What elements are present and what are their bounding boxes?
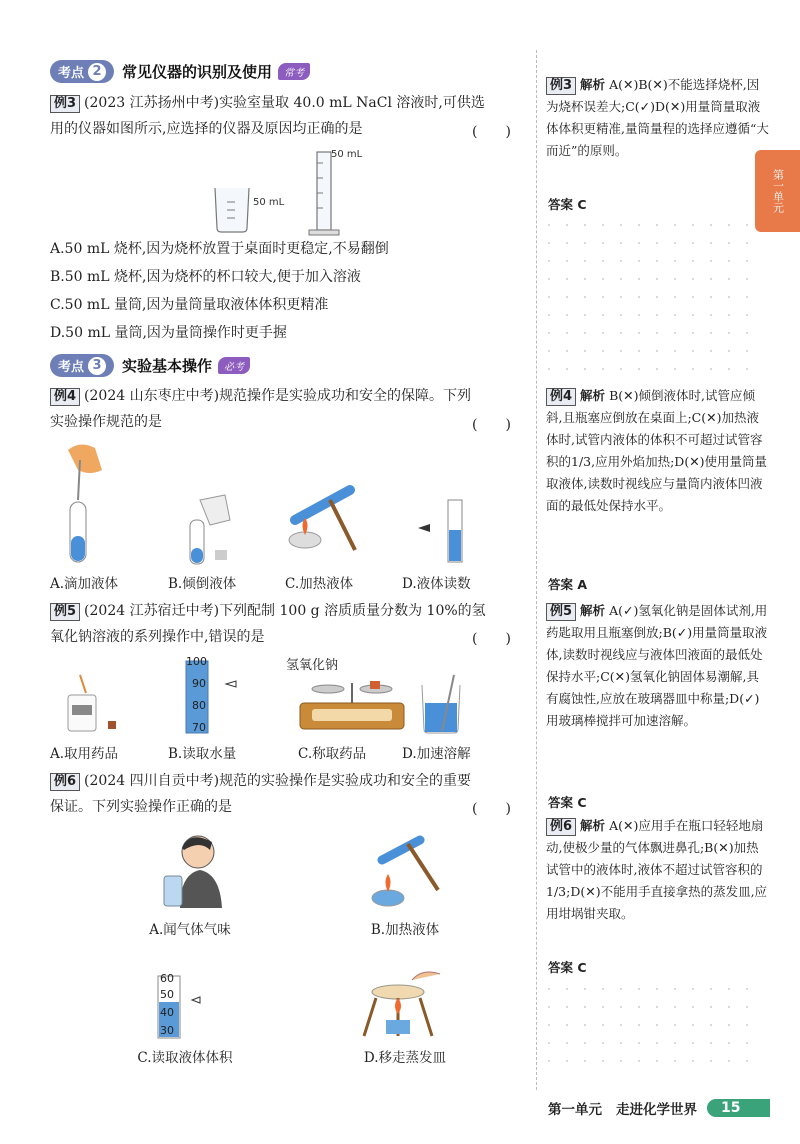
kd-pill [50,354,114,377]
answer-paren: ( ) [472,417,511,433]
cyl-tick: 100 [186,655,207,668]
option-d: D.50 mL 量筒,因为量筒操作时更手握 [50,325,287,341]
option-b: B.50 mL 烧杯,因为烧杯的杯口较大,便于加入溶液 [50,269,361,285]
kd-number: 2 [88,63,106,81]
solution-ex3 [546,74,770,162]
cyl-tick: 30 [160,1024,174,1037]
question-stem: 保证。下列实验操作正确的是 [50,799,232,815]
ex3-figure [205,148,375,238]
scale-label: 氢氧化钠 [286,658,339,673]
note-grid [540,216,750,376]
solution-label: 解析 [580,818,606,833]
answer-paren: ( ) [472,124,511,140]
footer-title: 走进化学世界 [616,1102,697,1118]
kd-number: 3 [88,357,106,375]
question-stem: 规范操作是实验成功和安全的保障。下列 [219,388,472,404]
caption-b: B.倾倒液体 [168,576,237,592]
caption-a: A.闻气体气味 [149,922,231,938]
cyl-tick: 80 [192,699,206,712]
solution-ex4 [546,385,770,517]
reading-cylinder-icon [418,500,462,562]
balance-scale-icon [300,681,404,729]
question-ex4 [50,383,528,435]
example-label: 例6 [546,818,576,836]
frequency-tag: 常考 [278,63,310,80]
question-source: (2024 山东枣庄中考) [84,388,220,404]
solution-label: 解析 [580,603,606,618]
example-label: 例3 [50,95,80,113]
cyl-tick: 90 [192,677,206,690]
caption-c: C.称取药品 [298,746,367,762]
solution-label: 解析 [580,388,606,403]
answer: 答案 C [548,197,587,212]
question-ex3 [50,90,528,142]
question-source: (2024 四川自贡中考) [84,773,220,789]
caption-c: C.加热液体 [285,576,354,592]
evaporating-dish-icon [364,972,440,1036]
page-footer [548,1098,770,1118]
beaker-label: 50 mL [253,197,285,208]
question-stem: 氧化钠溶液的系列操作中,错误的是 [50,629,265,645]
caption-d: D.移走蒸发皿 [363,1050,447,1066]
question-stem: 实验室量取 40.0 mL NaCl 溶液时,可供选 [219,95,485,111]
answer-paren: ( ) [472,631,511,647]
example-label: 例6 [50,773,80,791]
example-label: 例5 [546,603,576,621]
pouring-bottle-icon [190,495,230,564]
solution-text: A(✕)应用手在瓶口轻轻地扇动,使极少量的气体飘进鼻孔;B(✕)加热试管中的液体时,液体不超过试管容积的1/3;D(✕)不能用手直接拿热的蒸发皿,应用坩埚钳夹取。 [546,818,768,921]
answer: 答案 A [548,577,588,592]
question-stem: 下列配制 100 g 溶质质量分数为 10%的氢 [219,603,486,619]
kd-pill [50,60,114,83]
footer-unit: 第一单元 [548,1102,602,1118]
cylinder-reading-icon [186,655,236,734]
option-c: C.50 mL 量筒,因为量筒量取液体体积更精准 [50,297,329,313]
answer-paren: ( ) [472,801,511,817]
note-grid [540,980,750,1070]
solution-label: 解析 [580,77,606,92]
graduated-cylinder-icon [309,152,339,235]
example-label: 例4 [546,388,576,406]
reagent-bottle-icon [68,675,116,731]
beaker-stirring-icon [422,675,460,733]
cyl-tick: 60 [160,972,174,985]
question-source: (2023 江苏扬州中考) [84,95,220,111]
example-label: 例4 [50,388,80,406]
option-a: A.50 mL 烧杯,因为烧杯放置于桌面时更稳定,不易翻倒 [50,241,389,257]
kd-label: 考点 [58,66,85,81]
solution-text: B(✕)倾倒液体时,试管应倾斜,且瓶塞应倒放在桌面上;C(✕)加热液体时,试管内液体的体积不可超过试管容积的1/3,应用外焰加热;D(✕)使用量筒量取液体,读数时视线应与量筒内液体凹液面的最低处保持水平。 [546,388,768,513]
heating-test-tube-icon [289,490,355,550]
example-label: 例5 [50,603,80,621]
frequency-tag: 必考 [218,357,250,374]
cylinder-label: 50 mL [331,149,363,160]
ex5-figure [50,655,530,737]
caption-b: B.加热液体 [370,922,440,938]
example-label: 例3 [546,77,576,95]
ex4-figure [50,440,530,570]
solution-text: A(✓)氢氧化钠是固体试剂,用药匙取用且瓶塞倒放;B(✓)用量筒量取液体,读数时视线应与液体凹液面的最低处保持水平;C(✕)氢氧化钠固体易潮解,具有腐蚀性,应放在玻璃器皿中称量;D(✓)用玻璃棒搅拌可加速溶解。 [546,603,768,728]
unit-tab[interactable]: 第一单元 [755,150,800,232]
question-stem: 实验操作规范的是 [50,414,162,430]
section-header-kd2 [50,60,310,83]
column-divider [536,50,537,1090]
cylinder-reading-icon [158,972,200,1038]
caption-d: D.加速溶解 [402,746,471,762]
question-stem: 规范的实验操作是实验成功和安全的重要 [219,773,472,789]
caption-c: C.读取液体体积 [137,1050,233,1066]
page-number: 15 [707,1099,770,1117]
solution-ex5 [546,600,770,732]
question-ex5 [50,598,528,650]
kd-label: 考点 [58,360,85,375]
caption-a: A.滴加液体 [50,576,119,592]
section-header-kd3 [50,354,250,377]
caption-d: D.液体读数 [402,576,471,592]
cyl-tick: 50 [160,988,174,1001]
dropper-test-tube-icon [68,444,102,562]
caption-a: A.取用药品 [50,746,119,762]
beaker-icon [215,188,249,232]
solution-ex6 [546,815,770,925]
cyl-tick: 70 [192,721,206,734]
section-title: 实验基本操作 [122,357,213,375]
ex6-figure-top [150,830,450,912]
person-smelling-icon [164,836,222,908]
caption-b: B.读取水量 [168,746,237,762]
solution-text: A(✕)B(✕)不能选择烧杯,因为烧杯误差大;C(✓)D(✕)用量筒量取液体体积更精准,量筒量程的选择应遵循“大而近”的原则。 [546,77,769,158]
question-stem: 用的仪器如图所示,应选择的仪器及原因均正确的是 [50,121,363,137]
section-title: 常见仪器的识别及使用 [122,63,273,81]
question-source: (2024 江苏宿迁中考) [84,603,220,619]
answer: 答案 C [548,960,587,975]
cyl-tick: 40 [160,1006,174,1019]
question-ex6 [50,768,528,820]
heating-test-tube-icon [372,840,438,906]
answer: 答案 C [548,795,587,810]
ex6-figure-bottom [150,970,450,1040]
